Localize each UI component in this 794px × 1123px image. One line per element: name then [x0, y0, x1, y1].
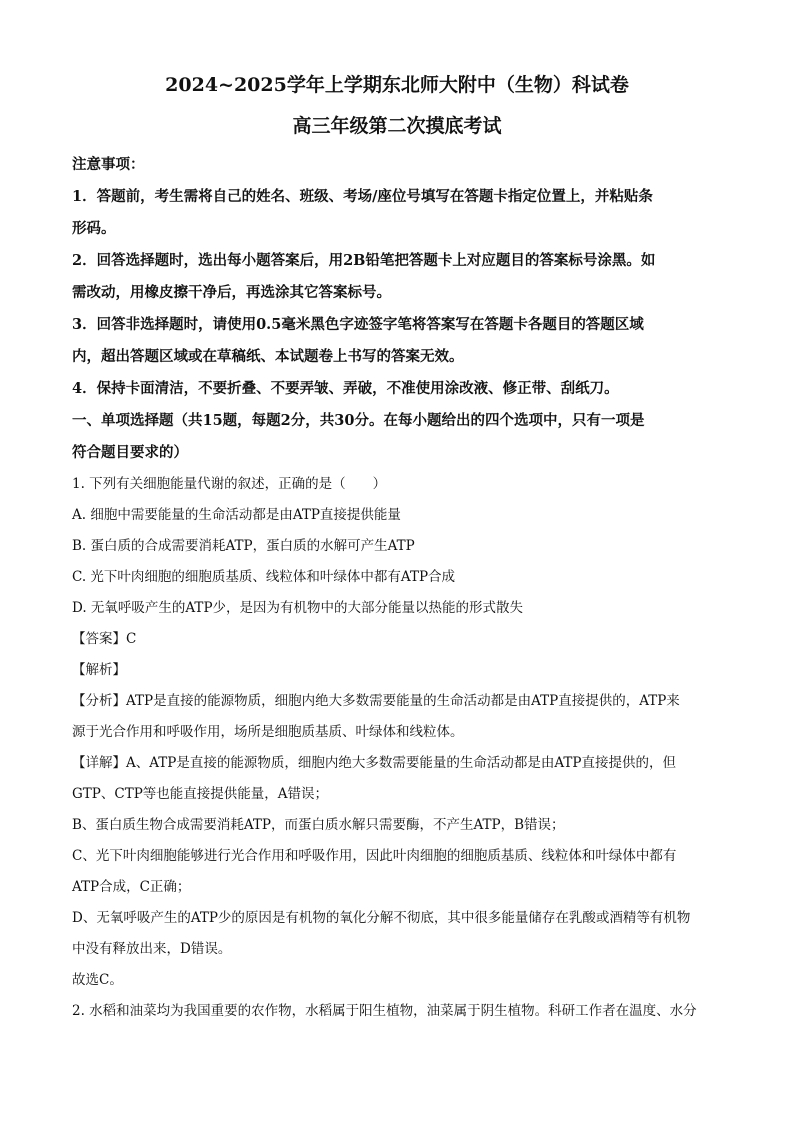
option-a: A. 细胞中需要能量的生命活动都是由ATP直接提供能量: [72, 507, 401, 523]
option-d: D. 无氧呼吸产生的ATP少，是因为有机物中的大部分能量以热能的形式散失: [72, 600, 524, 616]
explanation-line: 【分析】ATP是直接的能源物质，细胞内绝大多数需要能量的生命活动都是由ATP直接提供的，ATP来: [72, 693, 680, 709]
notes-line: 2．回答选择题时，选出每小题答案后，用2B铅笔把答题卡上对应题目的答案标号涂黑。如: [72, 252, 656, 269]
notes-line: 需改动，用橡皮擦干净后，再选涂其它答案标号。: [72, 284, 391, 301]
explanation-line: C、光下叶肉细胞能够进行光合作用和呼吸作用，因此叶肉细胞的细胞质基质、线粒体和叶绿体中都有: [72, 848, 677, 864]
notes-line: 内，超出答题区域或在草稿纸、本试题卷上书写的答案无效。: [72, 348, 464, 365]
section-heading: 一、单项选择题（共15题，每题2分，共30分。在每小题给出的四个选项中，只有一项是: [72, 412, 645, 429]
notes-line: 形码。: [72, 220, 116, 237]
question-1: [72, 469, 722, 996]
explanation-line: D、无氧呼吸产生的ATP少的原因是有机物的氧化分解不彻底，其中很多能量储存在乳酸或酒精等有机物: [72, 910, 691, 926]
notes-line: 3．回答非选择题时，请使用0.5毫米黑色字迹签字笔将答案写在答题卡各题目的答题区域: [72, 316, 644, 333]
notes-section: [72, 149, 722, 469]
question-stem: 1. 下列有关细胞能量代谢的叙述，正确的是（ ）: [72, 476, 387, 492]
notes-line: 1．答题前，考生需将自己的姓名、班级、考场/座位号填写在答题卡指定位置上，并粘贴条: [72, 188, 653, 205]
question-2: [72, 996, 722, 1027]
option-c: C. 光下叶肉细胞的细胞质基质、线粒体和叶绿体中都有ATP合成: [72, 569, 456, 585]
option-b: B. 蛋白质的合成需要消耗ATP，蛋白质的水解可产生ATP: [72, 538, 415, 554]
conclusion-line: 故选C。: [72, 972, 123, 988]
question-stem: 2. 水稻和油菜均为我国重要的农作物，水稻属于阳生植物，油菜属于阴生植物。科研工作者在温度、水分: [72, 1003, 697, 1019]
section-heading: 符合题目要求的）: [72, 444, 188, 461]
page-title: 2024~2025学年上学期东北师大附中（生物）科试卷: [165, 74, 629, 96]
answer-line: 【答案】C: [72, 631, 137, 647]
explanation-line: 中没有释放出来，D错误。: [72, 941, 232, 957]
notes-line: 4．保持卡面清洁，不要折叠、不要弄皱、弄破，不准使用涂改液、修正带、刮纸刀。: [72, 380, 619, 397]
explanation-line: B、蛋白质生物合成需要消耗ATP，而蛋白质水解只需要酶，不产生ATP，B错误；: [72, 817, 565, 833]
explanation-line: 源于光合作用和呼吸作用，场所是细胞质基质、叶绿体和线粒体。: [72, 724, 464, 740]
explanation-line: 【详解】A、ATP是直接的能源物质，细胞内绝大多数需要能量的生命活动都是由ATP直接提供的，但: [72, 755, 676, 771]
page-subtitle: 高三年级第二次摸底考试: [292, 115, 502, 137]
analysis-label: 【解析】: [72, 662, 126, 678]
explanation-line: GTP、CTP等也能直接提供能量，A错误；: [72, 786, 329, 802]
notes-heading: 注意事项：: [72, 156, 145, 173]
explanation-line: ATP合成，C正确；: [72, 879, 191, 895]
